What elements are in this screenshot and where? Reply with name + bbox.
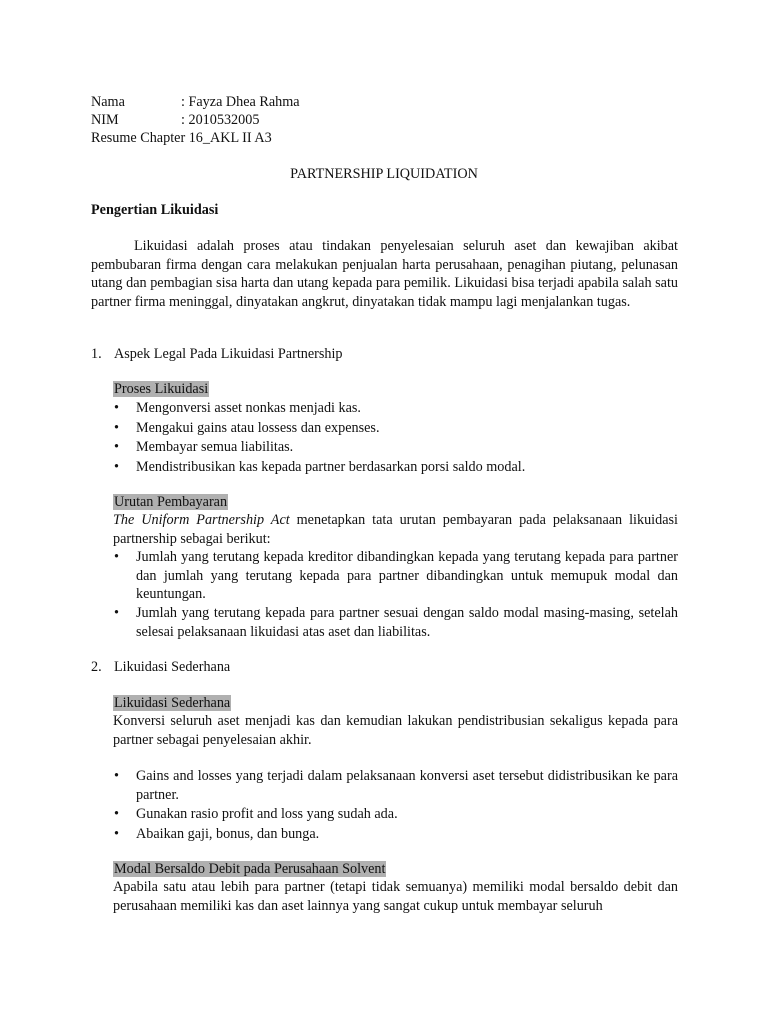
debit-paragraph: Apabila satu atau lebih para partner (tetapi tidak semuanya) memiliki modal bersaldo debit dan perusahaan memiliki kas dan aset lainnya yang sangat cukup untuk membayar seluruh xyxy=(113,879,678,914)
resume-line: Resume Chapter 16_AKL II A3 xyxy=(91,130,272,146)
urutan-bullet: Jumlah yang terutang kepada para partner sesuai dengan saldo modal masing-masing, setelah selesai pelaksanaan likuidasi atas aset dan liabilitas. xyxy=(136,605,678,640)
section-2-title: Likuidasi Sederhana xyxy=(114,659,231,675)
urutan-bullet: Jumlah yang terutang kepada kreditor dibandingkan kepada yang terutang kepada para partner dan jumlah yang terutang kepada para partner dibandingkan untuk memupuk modal dan keuntungan. xyxy=(136,549,678,603)
sederhana-heading: Likuidasi Sederhana xyxy=(114,695,231,711)
name-label: Nama xyxy=(91,94,125,110)
proses-bullet: Mendistribusikan kas kepada partner berdasarkan porsi saldo modal. xyxy=(136,459,526,475)
proses-bullet: Mengakui gains atau lossess dan expenses. xyxy=(136,420,380,436)
sederhana-bullet: Gunakan rasio profit and loss yang sudah ada. xyxy=(136,806,398,822)
bullet-icon: • xyxy=(114,459,119,475)
bullet-icon: • xyxy=(114,420,119,436)
bullet-icon: • xyxy=(114,806,119,822)
sederhana-bullet: Abaikan gaji, bonus, dan bunga. xyxy=(136,826,320,842)
pengertian-paragraph: Likuidasi adalah proses atau tindakan penyelesaian seluruh aset dan kewajiban akibat pembubaran firma dengan cara melakukan penjualan harta perusahaan, penagihan piutang, pelunasan utang dan pembagian sisa harta dan utang kepada para pemilik. Likuidasi bisa terjadi apabila salah satu partner firma meninggal, dinyatakan angkrut, dinyatakan tidak mampu lagi menjalankan tugas. xyxy=(91,238,678,310)
name-value: : Fayza Dhea Rahma xyxy=(181,94,300,110)
bullet-icon: • xyxy=(114,400,119,416)
name-row xyxy=(91,93,300,112)
proses-bullet: Mengonversi asset nonkas menjadi kas. xyxy=(136,400,361,416)
urutan-intro: The Uniform Partnership Act menetapkan tata urutan pembayaran pada pelaksanaan likuidasi partnership sebagai berikut: xyxy=(113,512,678,547)
section-2-number: 2. xyxy=(91,659,102,675)
nim-label: NIM xyxy=(91,112,119,128)
bullet-icon: • xyxy=(114,826,119,842)
debit-heading: Modal Bersaldo Debit pada Perusahaan Solvent xyxy=(114,861,386,877)
bullet-icon: • xyxy=(114,549,119,565)
sederhana-paragraph: Konversi seluruh aset menjadi kas dan kemudian lakukan pendistribusian sekaligus kepada para partner sebagai penyelesaian akhir. xyxy=(113,713,678,748)
act-name: The Uniform Partnership Act xyxy=(113,512,290,528)
nim-value: : 2010532005 xyxy=(181,112,260,128)
section-heading-pengertian: Pengertian Likuidasi xyxy=(91,202,219,218)
proses-bullet: Membayar semua liabilitas. xyxy=(136,439,294,455)
urutan-heading: Urutan Pembayaran xyxy=(114,494,228,510)
bullet-icon: • xyxy=(114,605,119,621)
bullet-icon: • xyxy=(114,768,119,784)
section-1-title: Aspek Legal Pada Likuidasi Partnership xyxy=(114,346,343,362)
bullet-icon: • xyxy=(114,439,119,455)
section-1-number: 1. xyxy=(91,346,102,362)
document-title: PARTNERSHIP LIQUIDATION xyxy=(290,166,478,182)
proses-heading: Proses Likuidasi xyxy=(114,381,209,397)
sederhana-bullet: Gains and losses yang terjadi dalam pelaksanaan konversi aset tersebut didistribusikan ke para partner. xyxy=(136,768,678,803)
nim-row xyxy=(91,111,259,130)
